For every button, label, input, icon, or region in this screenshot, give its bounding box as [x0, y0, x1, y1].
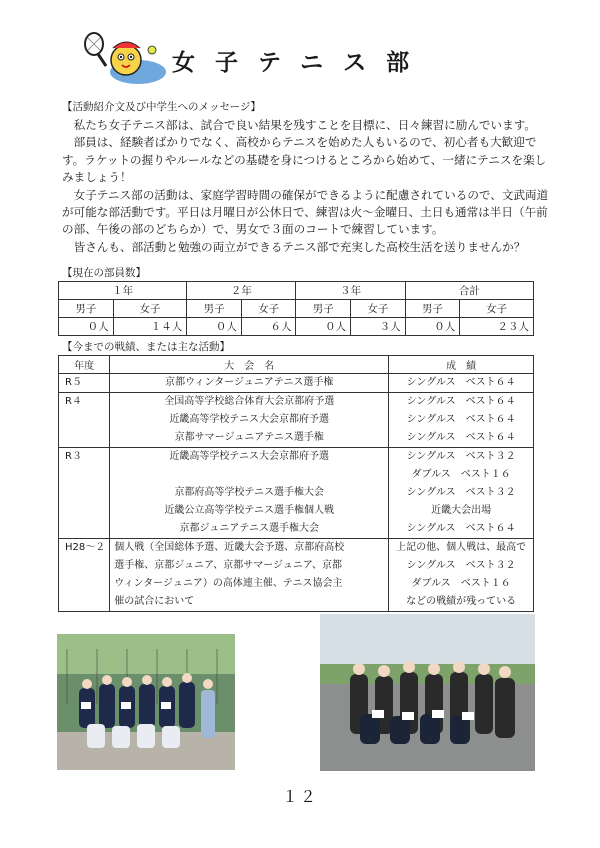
year-cell: H28～２ [65, 542, 106, 553]
members-count: ６人 [241, 318, 296, 336]
members-sub-header: 男子 [59, 300, 114, 318]
result-line: などの戦績が残っている [406, 596, 517, 607]
members-group-header: ２年 [187, 282, 296, 300]
members-count: ０人 [59, 318, 114, 336]
event-line: ウィンタージュニア）の高体連主催、テニス協会主 [114, 578, 343, 589]
table-row [59, 539, 534, 612]
result-line: 上記の他、個人戦は、最高で [396, 542, 527, 553]
event-line [114, 466, 384, 484]
results-table [58, 355, 534, 612]
results-heading: 【今までの戦績、または主な活動】 [62, 341, 230, 353]
result-line: シングルス ベスト３２ [406, 487, 516, 498]
event-line: 全国高等学校総合体育大会京都府予選 [164, 396, 335, 407]
members-sub-header: 女子 [351, 300, 406, 318]
intro-paragraph: 皆さんも、部活動と勉強の両立ができるテニス部で充実した高校生活を送りませんか？ [73, 239, 526, 254]
members-heading: 【現在の部員数】 [62, 267, 146, 279]
result-line: シングルス ベスト６４ [406, 414, 516, 425]
members-count: ０人 [187, 318, 242, 336]
intro-paragraph: 部員は、経験者ばかりでなく、高校からテニスを始めた人もいるので、初心者も大歓迎です。ラケットの握りやルールなどの基礎を身につけるところから始めて、一緒にテニスを楽しみましょう！ [62, 135, 547, 185]
event-line: 催の試合において [114, 596, 195, 607]
members-group-header: ３年 [296, 282, 405, 300]
results-col-header: 年度 [59, 356, 110, 374]
event-line: 近畿公立高等学校テニス選手権個人戦 [164, 505, 335, 516]
members-count: ２３人 [460, 318, 534, 336]
intro-text [62, 117, 552, 256]
result-line: ダブルス ベスト１６ [411, 469, 511, 480]
members-sub-header: 男子 [296, 300, 351, 318]
intro-heading: 【活動紹介文及び中学生へのメッセージ】 [62, 101, 261, 113]
event-line: 近畿高等学校テニス大会京都府予選 [169, 414, 330, 425]
page-number: １２ [281, 787, 318, 806]
members-sub-header: 女子 [241, 300, 296, 318]
intro-paragraph: 私たち女子テニス部は、試合で良い結果を残すことを目標に、日々練習に励んでいます。 [73, 118, 536, 132]
members-group-header: １年 [59, 282, 187, 300]
members-table [58, 281, 534, 336]
table-row [59, 448, 534, 539]
table-row [59, 374, 534, 393]
result-line: シングルス ベスト３２ [406, 560, 516, 571]
event-line: 京都府高等学校テニス選手権大会 [174, 487, 325, 498]
intro-paragraph: 女子テニス部の活動は、家庭学習時間の確保ができるように配慮されているので、文武両道が可能な部活動です。平日は月曜日が公休日で、練習は火～金曜日、土日も通常は半日（午前の部、午後の部のどちらか）で、男女で３面のコートで練習しています。 [62, 187, 549, 237]
members-sub-header: 女子 [460, 300, 534, 318]
event-line: 京都サマージュニアテニス選手権 [174, 432, 324, 443]
page-title: 女子テニス部 [172, 50, 430, 76]
result-line: ダブルス ベスト１６ [411, 578, 511, 589]
results-col-header: 大 会 名 [110, 356, 389, 374]
members-count: ３人 [351, 318, 406, 336]
year-cell: R３ [65, 451, 82, 462]
event-line: 京都ジュニアテニス選手権大会 [179, 523, 319, 534]
team-photo-group [320, 614, 535, 771]
table-row [59, 393, 534, 448]
result-line: シングルス ベスト３２ [406, 451, 516, 462]
result-line: シングルス ベスト６４ [406, 432, 516, 443]
members-count: ０人 [405, 318, 460, 336]
event-line: 選手権、京都ジュニア、京都サマージュニア、京都 [114, 560, 343, 571]
members-count: １４人 [113, 318, 187, 336]
tennis-mascot-icon [80, 30, 166, 88]
members-sub-header: 女子 [113, 300, 187, 318]
result-line: 近畿大会出場 [431, 505, 492, 516]
members-count: ０人 [296, 318, 351, 336]
result-line: シングルス ベスト６４ [406, 377, 516, 388]
event-line: 近畿高等学校テニス大会京都府予選 [169, 451, 330, 462]
year-cell: R４ [65, 396, 82, 407]
event-line: 個人戦（全国総体予選、近畿大会予選、京都府高校 [114, 542, 345, 553]
event-line: 京都ウィンタージュニアテニス選手権 [165, 377, 334, 388]
result-line: シングルス ベスト６４ [406, 396, 516, 407]
members-sub-header: 男子 [405, 300, 460, 318]
results-col-header: 成 績 [389, 356, 534, 374]
members-group-header: 合計 [405, 282, 533, 300]
team-photo-court [57, 634, 235, 770]
members-sub-header: 男子 [187, 300, 242, 318]
year-cell: R５ [65, 377, 82, 388]
result-line: シングルス ベスト６４ [406, 523, 516, 534]
